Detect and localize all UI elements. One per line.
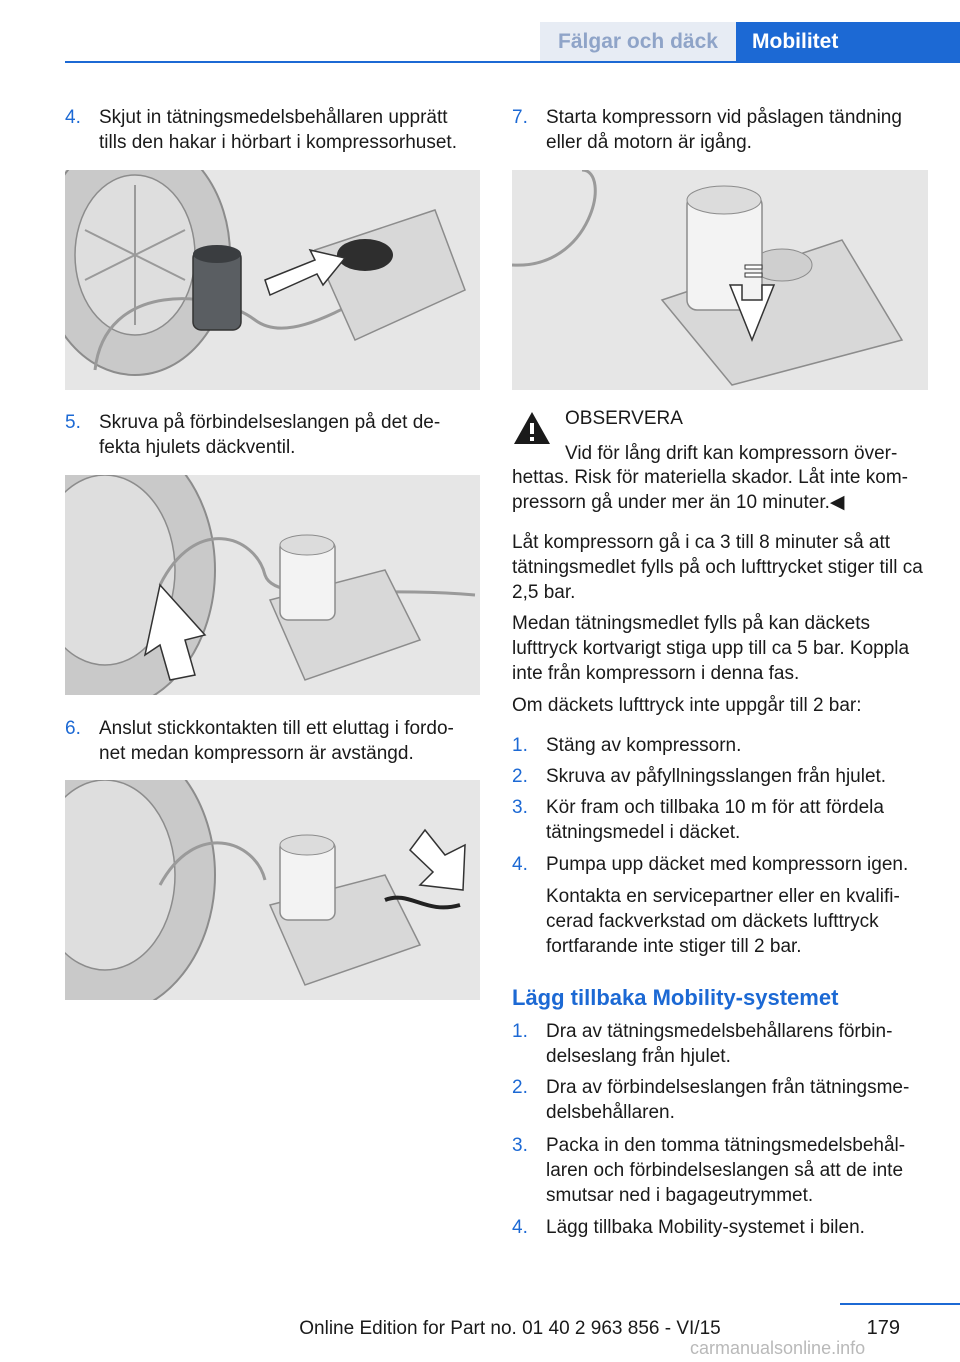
return-step-4 [512, 1215, 928, 1240]
step-number: 3. [512, 797, 528, 818]
illustration-screw-hose-svg [65, 475, 480, 695]
return-step-2 [512, 1075, 928, 1125]
step-text: Skjut in tätningsmedelsbehållaren upprätt tills den hakar i hörbart i kompressorhuset. [99, 107, 457, 153]
illustration-insert-container-svg [65, 170, 480, 390]
warning-title: OBSERVERA [565, 408, 683, 429]
warning-text-rest: hettas. Risk för materiella skador. Låt inte kom‐pressorn gå under mer än 10 minuter.◀ [512, 467, 908, 513]
edition-line: Online Edition for Part no. 01 40 2 963 856 - VI/15 [299, 1318, 721, 1339]
footer-rule [840, 1303, 960, 1305]
step-number: 1. [512, 735, 528, 756]
step-text: Anslut stickkontakten till ett eluttag i fordo‐net medan kompressorn är avstängd. [99, 718, 454, 764]
step-number: 5. [65, 412, 81, 433]
step-text: Pumpa upp däcket med kompressorn igen. [546, 854, 909, 875]
pressure-step-1 [512, 733, 928, 758]
step-number: 4. [65, 107, 81, 128]
step-number: 3. [512, 1135, 528, 1156]
step-text: Dra av förbindelseslangen från tätningsme‐delsbehållaren. [546, 1077, 910, 1123]
step-number: 7. [512, 107, 528, 128]
pressure-step-3 [512, 795, 928, 845]
step-text: Packa in den tomma tätningsmedelsbehål‐laren och förbindelseslangen så att de inte smutsar ned i bagageutrymmet. [546, 1135, 906, 1206]
step-text: Kör fram och tillbaka 10 m för att fördela tätningsmedel i däcket. [546, 797, 884, 843]
pressure-step-4 [512, 852, 928, 877]
illustration-plug-in-svg [65, 780, 480, 1000]
pressure-step-2 [512, 764, 928, 789]
section-tab: Fälgar och däck [540, 22, 736, 62]
step-number: 4. [512, 1217, 528, 1238]
step-5-screw-hose [65, 410, 480, 460]
section-heading: Lägg tillbaka Mobility-systemet [512, 985, 839, 1010]
step-number: 6. [65, 718, 81, 739]
page-header [0, 0, 960, 62]
step-text: Lägg tillbaka Mobility-systemet i bilen. [546, 1217, 865, 1238]
step-text: Starta kompressorn vid påslagen tändning eller då motorn är igång. [546, 107, 902, 153]
step-6-plug-in [65, 716, 480, 766]
step-number: 2. [512, 766, 528, 787]
step-number: 2. [512, 1077, 528, 1098]
header-rule [65, 61, 960, 63]
paragraph-pressure-low: Om däckets lufttryck inte uppgår till 2 bar: [512, 695, 862, 716]
page-number: 179 [866, 1317, 900, 1339]
chapter-tab: Mobilitet [736, 22, 960, 62]
figure-plug-in [65, 780, 480, 1000]
paragraph-run-compressor: Låt kompressorn gå i ca 3 till 8 minuter så att tätningsmedlet fylls på och lufttrycket stiger till ca 2,5 bar. [512, 532, 923, 603]
illustration-start-compressor-svg [512, 170, 928, 390]
step-4-insert-container [65, 105, 480, 155]
return-step-1 [512, 1019, 928, 1069]
pressure-note: Kontakta en servicepartner eller en kvalifi‐cerad fackverkstad om däckets lufttryck fortfarande inte stiger till 2 bar. [546, 886, 900, 957]
step-text: Skruva av påfyllningsslangen från hjulet. [546, 766, 887, 787]
warning-text-line1: Vid för lång drift kan kompressorn över‐ [565, 443, 898, 464]
figure-screw-hose [65, 475, 480, 695]
step-text: Skruva på förbindelseslangen på det de‐fekta hjulets däckventil. [99, 412, 441, 458]
step-number: 1. [512, 1021, 528, 1042]
return-step-3 [512, 1133, 928, 1208]
step-text: Dra av tätningsmedelsbehållarens förbin‐delseslang från hjulet. [546, 1021, 893, 1067]
step-text: Stäng av kompressorn. [546, 735, 742, 756]
step-number: 4. [512, 854, 528, 875]
paragraph-pressure-rise: Medan tätningsmedlet fylls på kan däckets lufttryck kortvarigt stiga upp till ca 5 bar. Koppla inte från kompressorn i denna fas. [512, 613, 910, 684]
figure-insert-container [65, 170, 480, 390]
figure-start-compressor [512, 170, 928, 390]
watermark: carmanualsonline.info [690, 1338, 866, 1358]
warning-triangle-icon [512, 410, 552, 446]
step-7-start-compressor [512, 105, 928, 155]
